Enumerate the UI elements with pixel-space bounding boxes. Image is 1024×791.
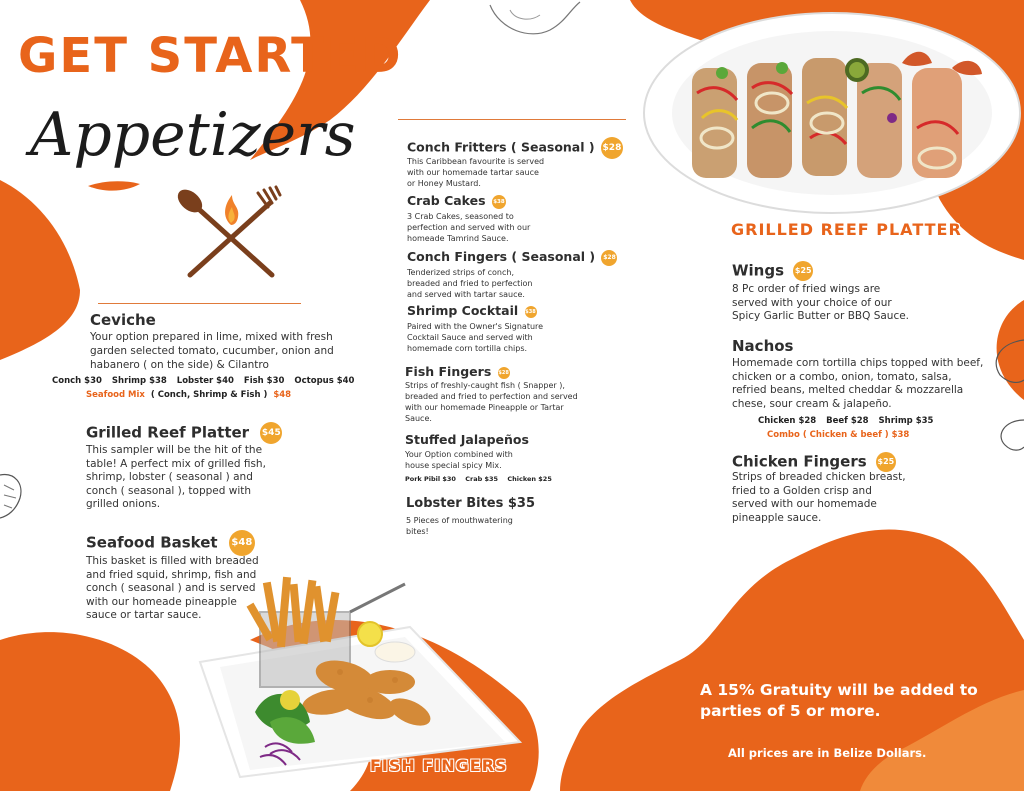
- page-title: GET STARTED: [18, 28, 403, 84]
- item-name-wings: Wings: [732, 261, 785, 280]
- item-name-conch-fritters: Conch Fritters ( Seasonal ): [407, 139, 595, 155]
- section-divider: [98, 303, 301, 304]
- item-desc-nachos: Homemade corn tortilla chips topped with beef, chicken or a combo, onion, tomato, salsa, refried beans, melted cheddar & mozzarella chese, sour cream & jalapeño.: [732, 357, 984, 410]
- price-option: Octopus $40: [294, 376, 355, 386]
- price-option: Pork Pibil $30: [405, 475, 456, 483]
- price-option: Beef $28: [826, 416, 869, 426]
- shellfish-sketch-icon: [480, 0, 590, 45]
- price-badge: $38: [492, 195, 506, 209]
- item-desc-lobster-bites: 5 Pieces of mouthwatering bites!: [406, 516, 513, 536]
- photo-label-fish-fingers: FISH FINGERS: [370, 756, 508, 775]
- item-heading-grilled-reef: [86, 422, 282, 444]
- item-name-nachos: Nachos: [732, 337, 794, 355]
- gratuity-notice: A 15% Gratuity will be added to parties of 5 or more.: [700, 681, 978, 720]
- price-option: Fish $30: [243, 376, 285, 386]
- combo-price: $48: [273, 390, 292, 400]
- jalapenos-price-row: [405, 475, 559, 483]
- currency-notice: All prices are in Belize Dollars.: [728, 746, 927, 760]
- item-name-lobster-bites: Lobster Bites $35: [406, 496, 536, 511]
- price-badge: $28: [601, 137, 623, 159]
- section-subtitle: Appetizers: [30, 100, 356, 170]
- crab-sketch-icon: [0, 460, 28, 530]
- price-option: Shrimp $35: [878, 416, 934, 426]
- price-badge: $48: [229, 530, 255, 556]
- price-option: Conch $30: [52, 376, 102, 386]
- section-divider: [398, 119, 626, 120]
- item-name-ceviche: Ceviche: [90, 311, 156, 329]
- price-badge: $38: [525, 306, 537, 318]
- item-desc-wings: 8 Pc order of fried wings are served with your choice of our Spicy Garlic Butter or BBQ Sauce.: [732, 283, 910, 322]
- item-desc-shrimp-cocktail: Paired with the Owner's Signature Cocktail Sauce and served with homemade corn tortilla chips.: [407, 322, 544, 353]
- combo-detail: ( Conch, Shrimp & Fish ): [150, 390, 268, 400]
- spoon-fork-flame-icon: [172, 185, 290, 285]
- item-desc-grilled-reef: This sampler will be the hit of the table! A perfect mix of grilled fish, shrimp, lobster ( seasonal ) and conch ( seasonal ), topped with grilled onions.: [86, 444, 266, 510]
- item-heading-shrimp-cocktail: [407, 303, 537, 318]
- price-option: Lobster $40: [176, 376, 234, 386]
- price-badge: $25: [793, 261, 813, 281]
- item-desc-fish-fingers: Strips of freshly-caught fish ( Snapper ), breaded and fried to perfection and served with our homemade Pineapple or Tartar Sauce.: [405, 381, 578, 423]
- item-heading-conch-fingers: [407, 249, 617, 266]
- nachos-price-row: [758, 416, 940, 426]
- item-desc-chicken-fingers: Strips of breaded chicken breast, fried to a Golden crisp and served with our homemade pineapple sauce.: [732, 471, 906, 524]
- item-name-seafood-basket: Seafood Basket: [86, 533, 218, 552]
- ceviche-combo-row: [86, 390, 298, 400]
- price-option: Crab $35: [465, 475, 499, 483]
- price-badge: $28: [498, 367, 510, 379]
- item-name-shrimp-cocktail: Shrimp Cocktail: [407, 303, 519, 318]
- price-option: Chicken $28: [758, 416, 817, 426]
- item-name-chicken-fingers: Chicken Fingers: [732, 452, 867, 471]
- item-name-crab-cakes: Crab Cakes: [407, 193, 486, 208]
- item-name-fish-fingers: Fish Fingers: [405, 364, 492, 379]
- grilled-reef-platter-photo: [642, 8, 1022, 223]
- price-badge: $25: [876, 452, 896, 472]
- item-desc-stuffed-jalapenos: Your Option combined with house special spicy Mix.: [405, 450, 513, 470]
- price-option: Chicken $25: [507, 475, 552, 483]
- item-heading-seafood-basket: [86, 530, 255, 556]
- price-option: Shrimp $38: [111, 376, 167, 386]
- item-desc-seafood-basket: This basket is filled with breaded and fried squid, shrimp, fish and conch ( seasonal ) and is served with our homeade pineapple sauce or tartar sauce.: [86, 555, 259, 621]
- item-name-grilled-reef: Grilled Reef Platter: [86, 423, 250, 442]
- item-heading-fish-fingers: [405, 364, 510, 379]
- item-desc-conch-fingers: Tenderized strips of conch, breaded and fried to perfection and served with tartar sauce.: [407, 268, 533, 299]
- photo-label-grilled-reef: GRILLED REEF PLATTER: [731, 220, 962, 239]
- nachos-combo-price: Combo ( Chicken & beef ) $38: [767, 430, 910, 440]
- item-desc-conch-fritters: This Caribbean favourite is served with our homemade tartar sauce or Honey Mustard.: [407, 157, 545, 188]
- item-name-conch-fingers: Conch Fingers ( Seasonal ): [407, 249, 596, 264]
- item-heading-chicken-fingers: [732, 452, 896, 472]
- item-desc-ceviche: Your option prepared in lime, mixed with fresh garden selected tomato, cucumber, onion and habanero ( on the side) & Cilantro: [90, 331, 334, 371]
- item-desc-crab-cakes: 3 Crab Cakes, seasoned to perfection and served with our homeade Tamrind Sauce.: [407, 212, 531, 243]
- price-badge: $45: [260, 422, 282, 444]
- item-heading-crab-cakes: [407, 193, 506, 209]
- combo-label: Seafood Mix: [86, 390, 145, 400]
- item-name-stuffed-jalapenos: Stuffed Jalapeños: [405, 432, 529, 447]
- fish-fingers-photo: [180, 572, 530, 782]
- item-heading-wings: [732, 261, 813, 281]
- price-badge: $28: [601, 250, 617, 266]
- ceviche-price-row: [52, 376, 361, 386]
